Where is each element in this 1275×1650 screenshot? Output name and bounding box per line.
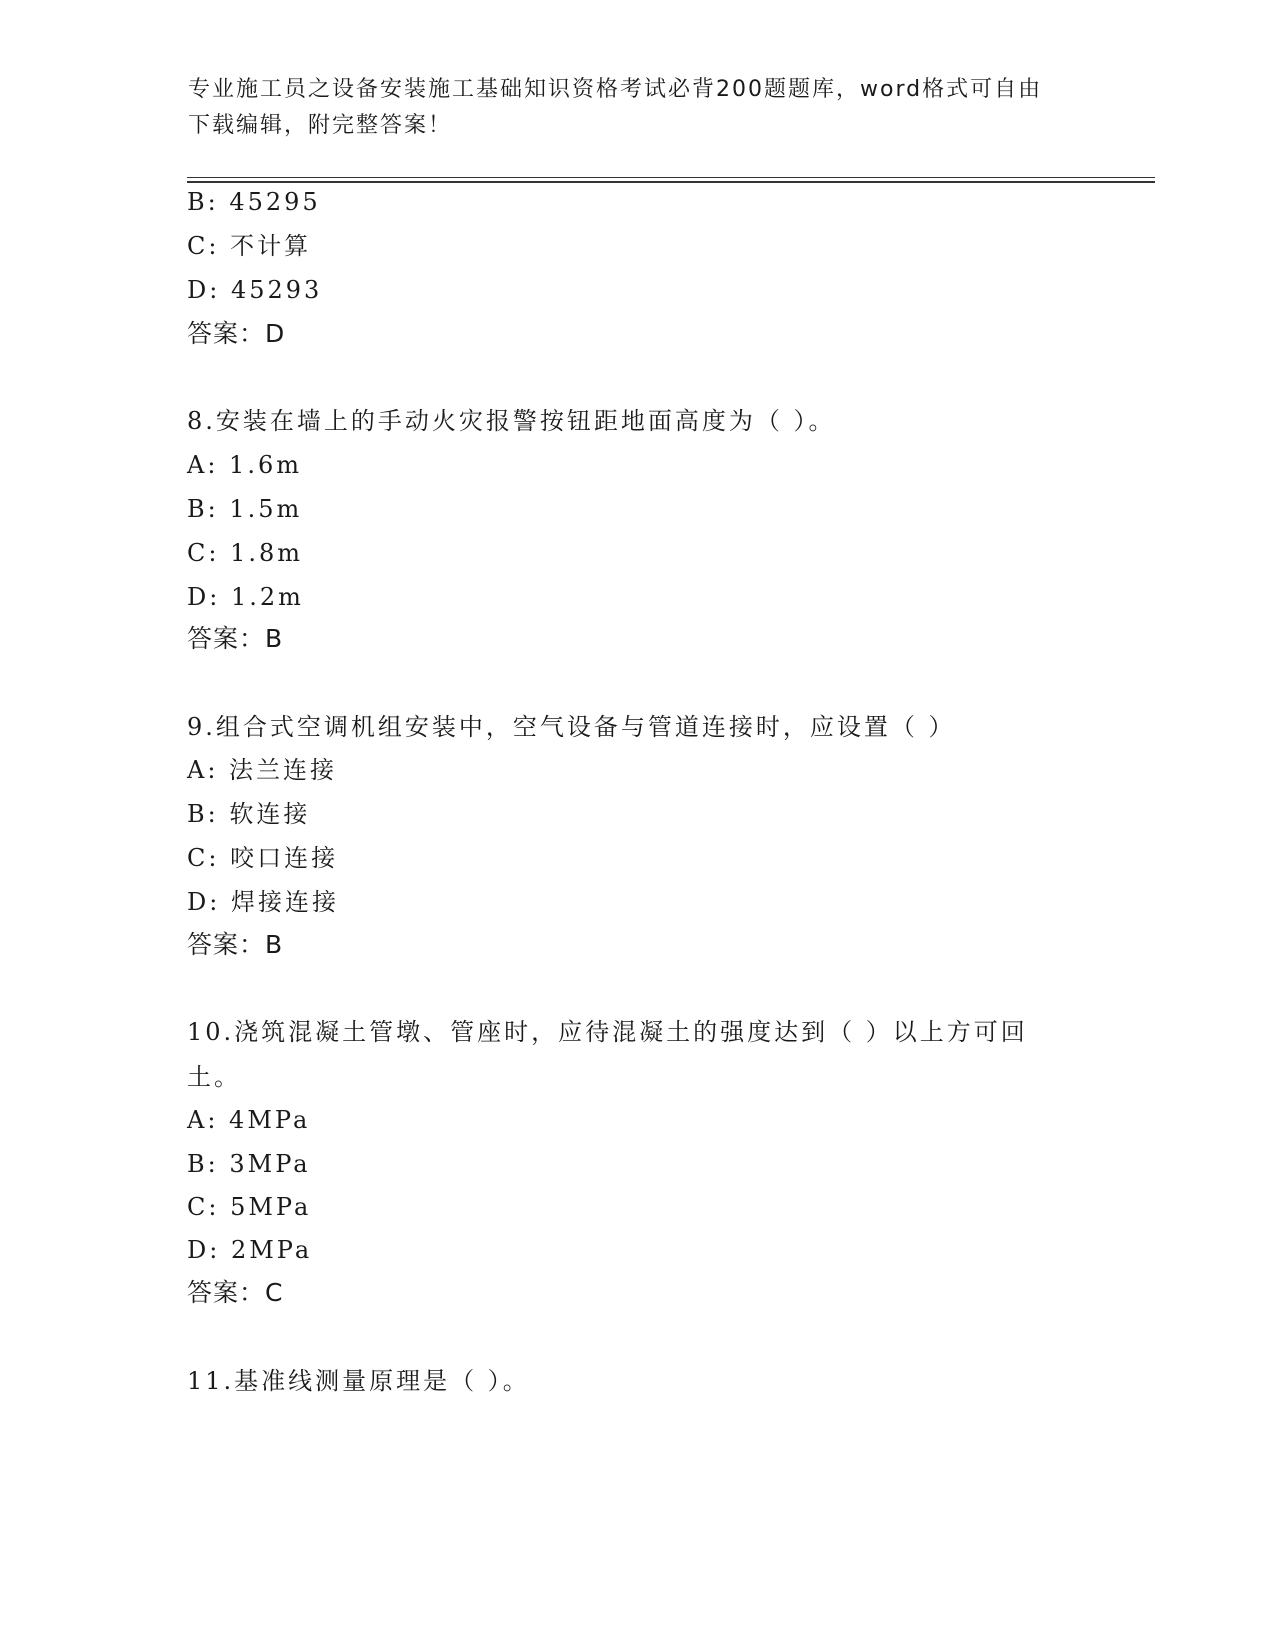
header-divider-thick [187, 181, 1155, 183]
header-divider-thin [187, 177, 1155, 178]
q7-option-c: C: 不计算 [187, 232, 312, 260]
q8-option-b: B: 1.5m [187, 495, 303, 523]
q8-option-c: C: 1.8m [187, 539, 304, 567]
q9-option-d: D: 焊接连接 [187, 888, 339, 916]
q9-answer: 答案：B [187, 930, 284, 959]
q8-answer: 答案：B [187, 624, 284, 653]
q7-option-b: B: 45295 [187, 188, 321, 216]
q10-question: 10.浇筑混凝土管墩、管座时，应待混凝土的强度达到（ ）以上方可回土。 [187, 1018, 1028, 1091]
q9-option-b: B: 软连接 [187, 800, 311, 828]
q10-option-a: A: 4MPa [187, 1106, 311, 1134]
header-title-line-2: 下载编辑，附完整答案！ [188, 113, 453, 138]
q10-option-c: C: 5MPa [187, 1193, 312, 1221]
q9-option-c: C: 咬口连接 [187, 844, 339, 872]
document-header [188, 72, 1088, 144]
q7-option-d: D: 45293 [187, 276, 323, 304]
q10-option-d: D: 2MPa [187, 1236, 313, 1264]
q10-option-b: B: 3MPa [187, 1150, 311, 1178]
q10-answer: 答案：C [187, 1278, 284, 1307]
q7-answer: 答案：D [187, 319, 286, 348]
q9-option-a: A: 法兰连接 [187, 756, 338, 784]
q9-question: 9.组合式空调机组安装中，空气设备与管道连接时，应设置（ ） [187, 713, 956, 741]
q8-option-a: A: 1.6m [187, 451, 302, 479]
q8-question: 8.安装在墙上的手动火灾报警按钮距地面高度为（ ）。 [187, 407, 836, 435]
header-title-line-1: 专业施工员之设备安装施工基础知识资格考试必背200题题库，word格式可自由 [188, 77, 1043, 102]
q8-option-d: D: 1.2m [187, 583, 304, 611]
q11-question: 11.基准线测量原理是（ ）。 [187, 1367, 530, 1395]
